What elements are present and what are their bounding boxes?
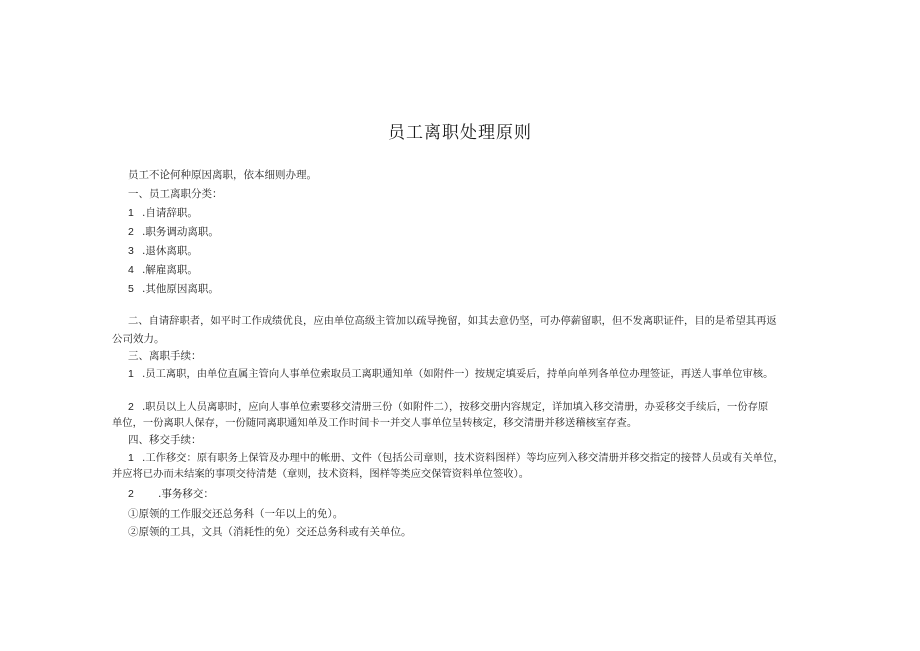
section-4-sub-item-1: ①原领的工作服交还总务科（一年以上的免）。 bbox=[128, 508, 344, 520]
section-2-line-2: 公司效力。 bbox=[112, 333, 165, 345]
list-item-number: 5 bbox=[128, 283, 134, 295]
section-4-item-1-line-2: 并应将已办而未结案的事项交待清楚（章则，技术资料，图样等类应交保管资料单位签收）。 bbox=[112, 468, 530, 480]
section-3-item-2-line-1 bbox=[128, 400, 768, 414]
list-item-text: .工作移交：原有职务上保管及办理中的帐册、文件（包括公司章则，技术资料图样）等均应列入移交清册并移交指定的接替人员或有关单位， bbox=[142, 452, 784, 464]
section-4-sub-item-2: ②原领的工具，文具（消耗性的免）交还总务科或有关单位。 bbox=[128, 526, 412, 538]
list-item-text: .其他原因离职。 bbox=[142, 283, 219, 295]
list-item-text: .解雇离职。 bbox=[142, 264, 198, 276]
list-item-number: 1 bbox=[128, 207, 134, 219]
list-item-number: 4 bbox=[128, 264, 134, 276]
section-4-heading: 四、移交手续： bbox=[128, 434, 202, 446]
list-item bbox=[128, 282, 219, 296]
section-4-item-2 bbox=[128, 487, 214, 501]
intro-text: 员工不论何种原因离职，依本细则办理。 bbox=[128, 169, 317, 181]
list-item-text: .自请辞职。 bbox=[142, 207, 198, 219]
section-1-heading: 一、员工离职分类： bbox=[128, 188, 223, 200]
section-2-line-1: 二、自请辞职者，如平时工作成绩优良，应由单位高级主管加以疏导挽留，如其去意仍坚，可办停薪留职，但不发离职证件，目的是希望其再返 bbox=[128, 315, 777, 327]
list-item bbox=[128, 225, 219, 239]
list-item bbox=[128, 263, 198, 277]
list-item-number: 2 bbox=[128, 488, 134, 500]
list-item bbox=[128, 244, 198, 258]
section-4-item-1-line-1 bbox=[128, 451, 784, 465]
list-item-text: .退休离职。 bbox=[142, 245, 198, 257]
section-3-item-2-line-2: 单位，一份离职人保存，一份随同离职通知单及工作时间卡一并交人事单位呈转核定，移交清册并移送稽核室存查。 bbox=[112, 417, 638, 429]
list-item bbox=[128, 206, 198, 220]
list-item-text: .职务调动离职。 bbox=[142, 226, 219, 238]
document-title: 员工离职处理原则 bbox=[388, 123, 532, 143]
section-3-item-1 bbox=[128, 367, 773, 381]
section-3-heading: 三、离职手续： bbox=[128, 350, 202, 362]
list-item-text: .职员以上人员离职时，应向人事单位索要移交清册三份（如附件二），按移交册内容规定，详加填入移交清册，办妥移交手续后，一份存原 bbox=[142, 401, 769, 413]
list-item-number: 1 bbox=[128, 368, 134, 380]
list-item-text: .事务移交： bbox=[158, 488, 214, 500]
list-item-number: 2 bbox=[128, 401, 134, 413]
list-item-number: 3 bbox=[128, 245, 134, 257]
list-item-number: 1 bbox=[128, 452, 134, 464]
list-item-text: .员工离职，由单位直属主管向人事单位索取员工离职通知单（如附件一）按规定填妥后，持单向单列各单位办理签证，再送人事单位审核。 bbox=[142, 368, 774, 380]
list-item-number: 2 bbox=[128, 226, 134, 238]
